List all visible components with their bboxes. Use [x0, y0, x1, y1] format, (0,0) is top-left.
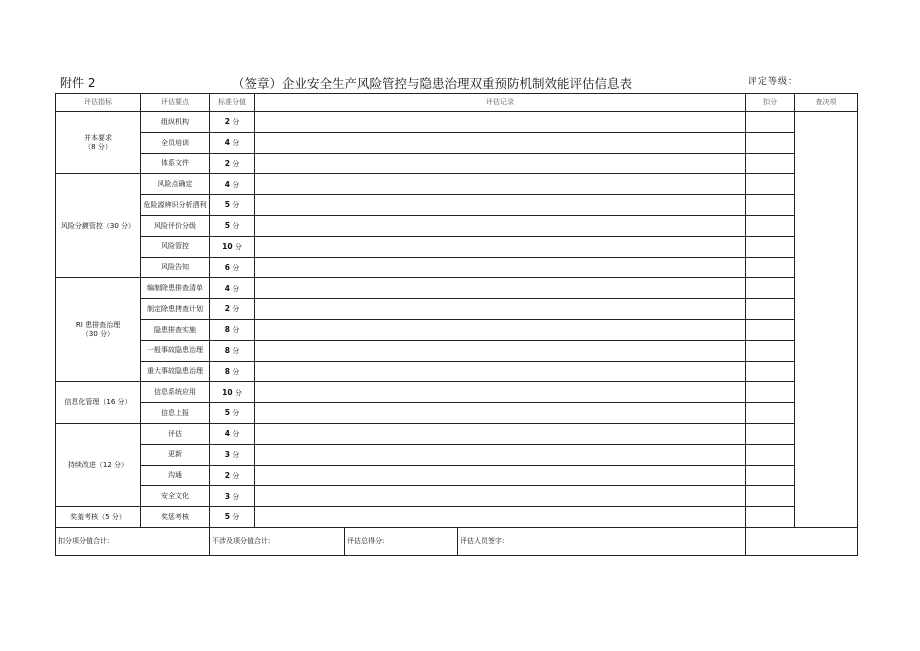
score-cell — [210, 195, 255, 216]
score-number: 4 — [224, 138, 230, 147]
table-row — [56, 299, 858, 320]
deduction-cell[interactable] — [746, 423, 795, 444]
deduction-cell[interactable] — [746, 403, 795, 424]
score-number: 2 — [224, 117, 230, 127]
deduction-cell[interactable] — [746, 257, 795, 278]
score-unit: 分 — [232, 139, 240, 147]
score-number: 8 — [224, 345, 230, 355]
assessor-sign-label: 评估人员签字: — [460, 537, 505, 546]
score-number: 8 — [224, 366, 230, 376]
score-number: 10 — [222, 387, 233, 397]
score-number: 2 — [224, 304, 230, 314]
document-title: （签章）企业安全生产风险管控与隐患治理双重预防机制效能评估信息表 — [232, 76, 633, 91]
record-cell[interactable] — [255, 361, 746, 382]
score-cell — [210, 444, 255, 465]
score-unit: 分 — [232, 118, 240, 127]
score-unit: 分 — [232, 201, 240, 210]
record-cell[interactable] — [255, 319, 746, 340]
table-row — [56, 403, 858, 424]
inapplicable-total-label: 不涉及项分值合计: — [210, 528, 345, 555]
table-row — [56, 319, 858, 340]
point-cell: 隐患排查实施 — [141, 319, 210, 340]
score-number: 8 — [224, 325, 230, 335]
table-row — [56, 465, 858, 486]
point-cell: 风险管控 — [141, 236, 210, 257]
score-number: 5 — [224, 200, 230, 210]
point-cell: 全员培训 — [141, 132, 210, 153]
attachment-label: 附件 2 — [60, 76, 96, 90]
indicator-cell — [56, 423, 141, 506]
footer-row — [56, 527, 858, 555]
method-cell[interactable] — [795, 112, 858, 528]
table-row — [56, 153, 858, 174]
deduction-cell[interactable] — [746, 132, 795, 153]
score-number: 5 — [224, 408, 230, 418]
grade-label: 评定等级： — [748, 77, 799, 87]
score-unit: 分 — [234, 388, 242, 397]
record-cell[interactable] — [255, 132, 746, 153]
col-record: 评估记录 — [255, 94, 746, 112]
score-number: 2 — [224, 470, 230, 480]
record-cell[interactable] — [255, 153, 746, 174]
point-cell: 更新 — [141, 444, 210, 465]
table-row — [56, 132, 858, 153]
table-row — [56, 340, 858, 361]
indicator-name: 信息化管理（16 分） — [64, 398, 132, 407]
score-unit: 分 — [232, 305, 240, 314]
assessment-table — [55, 93, 858, 556]
deduction-cell[interactable] — [746, 153, 795, 174]
score-cell — [210, 153, 255, 174]
score-number: 3 — [224, 449, 230, 459]
deduction-cell[interactable] — [746, 195, 795, 216]
record-cell[interactable] — [255, 444, 746, 465]
indicator-cell — [56, 382, 141, 424]
indicator-name: 奖羞考核（5 分） — [70, 512, 126, 521]
point-cell: 组纵机构 — [141, 112, 210, 133]
score-cell — [210, 340, 255, 361]
point-cell: 安全文化 — [141, 486, 210, 507]
score-cell — [210, 215, 255, 236]
indicator-cell — [56, 278, 141, 382]
col-indicator: 评估指标 — [56, 94, 141, 112]
point-cell: 风险点确定 — [141, 174, 210, 195]
indicator-name: 风险分鍍管控（30 分） — [60, 221, 136, 230]
header-row — [56, 94, 858, 112]
deduction-cell[interactable] — [746, 361, 795, 382]
table-row — [56, 486, 858, 507]
record-cell[interactable] — [255, 215, 746, 236]
record-cell[interactable] — [255, 299, 746, 320]
score-unit: 分 — [232, 450, 240, 459]
score-unit: 分 — [232, 367, 240, 376]
score-number: 6 — [224, 262, 230, 272]
score-cell — [210, 423, 255, 444]
table-row — [56, 236, 858, 257]
score-unit: 分 — [232, 409, 240, 418]
table-row — [56, 423, 858, 444]
record-cell[interactable] — [255, 465, 746, 486]
point-cell: 危险源辨识分析洒利 — [141, 195, 210, 216]
indicator-name: 持续改进（12 分） — [67, 460, 129, 469]
table-row — [56, 215, 858, 236]
score-cell — [210, 257, 255, 278]
score-cell — [210, 403, 255, 424]
point-cell: 一般事故隐患治理 — [141, 340, 210, 361]
record-cell[interactable] — [255, 507, 746, 528]
indicator-name: 并本要求 — [84, 134, 112, 143]
point-cell: 信息上报 — [141, 403, 210, 424]
indicator-points: （8 分） — [84, 142, 112, 151]
footer-blank — [746, 527, 858, 555]
deduction-cell[interactable] — [746, 215, 795, 236]
deduct-total-label: 扣分项分值合计: — [56, 527, 210, 555]
deduction-cell[interactable] — [746, 299, 795, 320]
point-cell: 重大事故隐患治理 — [141, 361, 210, 382]
col-point: 评估要点 — [141, 94, 210, 112]
score-cell — [210, 361, 255, 382]
deduction-cell[interactable] — [746, 236, 795, 257]
deduction-cell[interactable] — [746, 382, 795, 403]
score-unit: 分 — [232, 222, 240, 231]
record-cell[interactable] — [255, 486, 746, 507]
col-score: 标准分值 — [210, 94, 255, 112]
score-number: 5 — [224, 512, 230, 522]
deduction-cell[interactable] — [746, 486, 795, 507]
indicator-cell — [56, 112, 141, 174]
indicator-cell — [56, 174, 141, 278]
table-row — [56, 444, 858, 465]
score-unit: 分 — [232, 471, 240, 480]
score-cell — [210, 132, 255, 153]
point-cell: 信息系统应用 — [141, 382, 210, 403]
deduction-cell[interactable] — [746, 444, 795, 465]
record-cell[interactable] — [255, 278, 746, 299]
record-cell[interactable] — [255, 236, 746, 257]
score-unit: 分 — [232, 513, 240, 522]
score-unit: 分 — [232, 326, 240, 335]
point-cell: 风险告知 — [141, 257, 210, 278]
record-cell[interactable] — [255, 403, 746, 424]
deduction-cell[interactable] — [746, 319, 795, 340]
point-cell: 编制除患排查清单 — [141, 278, 210, 299]
score-number: 4 — [224, 283, 230, 293]
record-cell[interactable] — [255, 382, 746, 403]
score-number: 4 — [224, 429, 230, 439]
table-row — [56, 195, 858, 216]
table-row — [56, 112, 858, 133]
score-cell — [210, 382, 255, 403]
deduction-cell[interactable] — [746, 278, 795, 299]
score-cell — [210, 174, 255, 195]
score-number: 10 — [222, 241, 233, 251]
deduction-cell[interactable] — [746, 507, 795, 528]
record-cell[interactable] — [255, 112, 746, 133]
score-cell — [210, 112, 255, 133]
score-cell — [210, 299, 255, 320]
score-unit: 分 — [234, 242, 242, 251]
table-row — [56, 382, 858, 403]
indicator-name: RI 患排查治理 — [75, 321, 121, 330]
footer-middle — [210, 527, 746, 555]
score-cell — [210, 278, 255, 299]
point-cell: 奖惩考核 — [141, 507, 210, 528]
deduction-cell[interactable] — [746, 465, 795, 486]
col-method: 查决项 — [795, 94, 858, 112]
record-cell[interactable] — [255, 195, 746, 216]
score-unit: 分 — [232, 263, 240, 272]
record-cell[interactable] — [255, 340, 746, 361]
deduction-cell[interactable] — [746, 112, 795, 133]
score-unit: 分 — [232, 180, 240, 189]
record-cell[interactable] — [255, 174, 746, 195]
score-unit: 分 — [232, 284, 240, 293]
deduction-cell[interactable] — [746, 340, 795, 361]
col-deduction: 扣分 — [746, 94, 795, 112]
score-cell — [210, 319, 255, 340]
score-number: 5 — [224, 221, 230, 231]
point-cell: 评估 — [141, 423, 210, 444]
score-number: 4 — [224, 179, 230, 189]
point-cell: 制定除患拷查计划 — [141, 299, 210, 320]
deduction-cell[interactable] — [746, 174, 795, 195]
score-cell — [210, 236, 255, 257]
table-row — [56, 278, 858, 299]
table-row — [56, 174, 858, 195]
score-number: 2 — [224, 158, 230, 168]
record-cell[interactable] — [255, 423, 746, 444]
point-cell: 风险评价分级 — [141, 215, 210, 236]
indicator-cell — [56, 507, 141, 528]
score-cell — [210, 486, 255, 507]
record-cell[interactable] — [255, 257, 746, 278]
score-unit: 分 — [232, 159, 240, 168]
score-number: 3 — [224, 491, 230, 501]
score-cell — [210, 507, 255, 528]
table-row — [56, 257, 858, 278]
table-row — [56, 507, 858, 528]
point-cell: 体系文件 — [141, 153, 210, 174]
score-unit: 分 — [232, 430, 240, 439]
table-row — [56, 361, 858, 382]
total-score-label: 评估总得分: — [345, 528, 458, 555]
indicator-points: （30 分） — [81, 329, 115, 338]
score-unit: 分 — [232, 346, 240, 355]
score-unit: 分 — [232, 492, 240, 501]
point-cell: 沟通 — [141, 465, 210, 486]
score-cell — [210, 465, 255, 486]
